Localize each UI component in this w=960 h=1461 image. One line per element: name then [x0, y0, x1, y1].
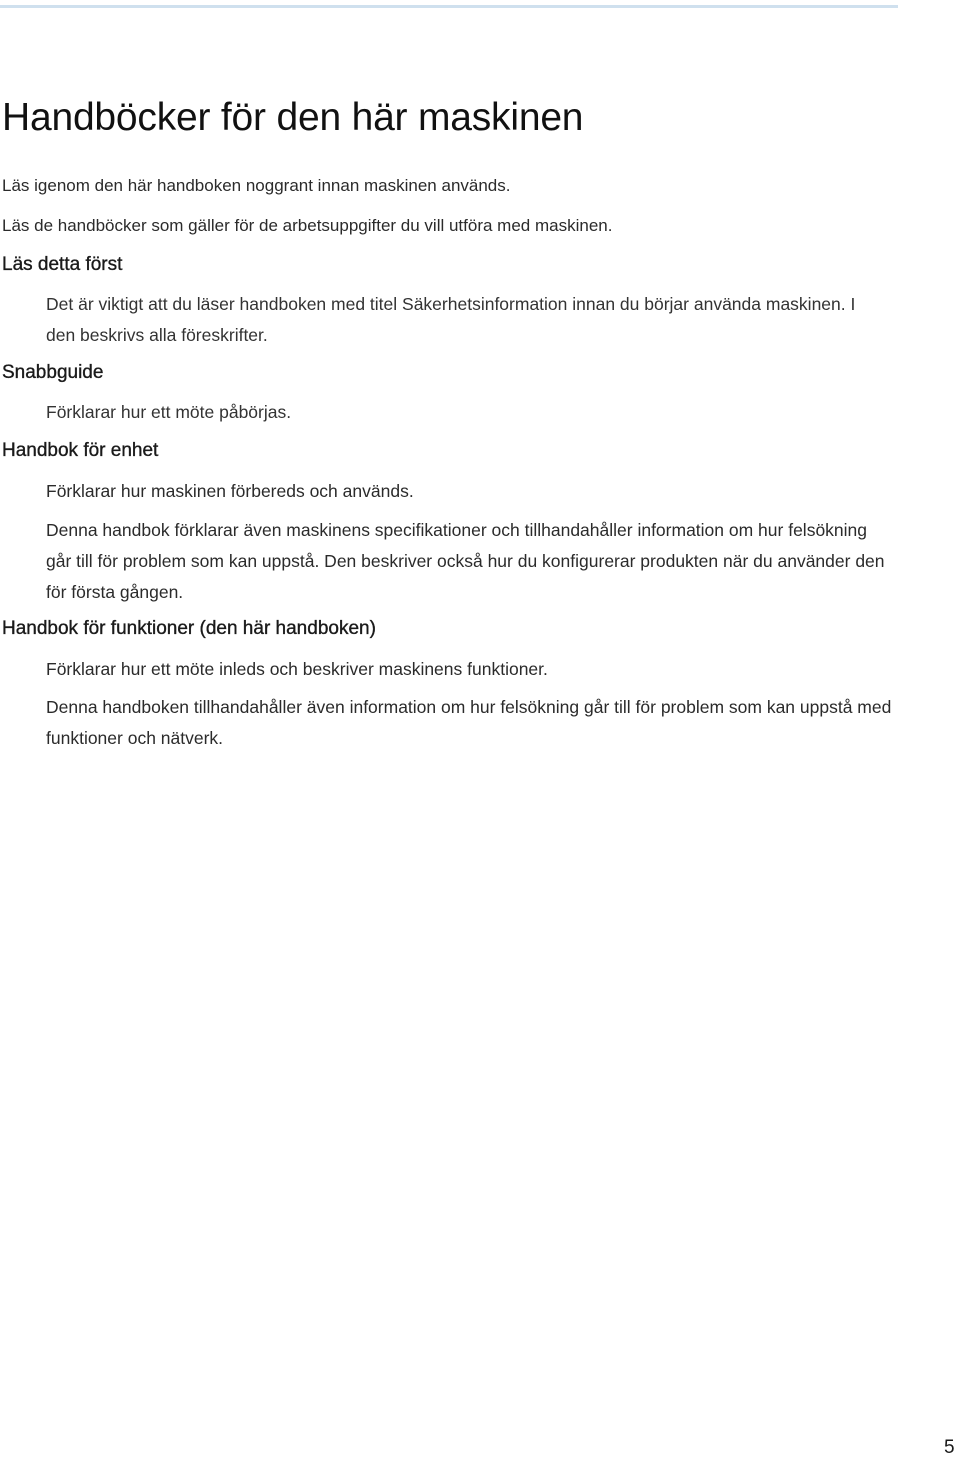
intro-line-1: Läs igenom den här handboken noggrant innan maskinen används.	[2, 176, 511, 195]
section-heading-las-detta-forst: Läs detta först	[2, 254, 123, 275]
section-paragraph: Det är viktigt att du läser handboken med titel Säkerhetsinformation innan du börjar använda maskinen. I den beskrivs alla föreskrifter.	[46, 294, 856, 345]
page-number: 5	[944, 1437, 955, 1458]
section-paragraph: Förklarar hur ett möte inleds och beskriver maskinens funktioner.	[46, 659, 548, 679]
section-heading-handbok-for-enhet: Handbok för enhet	[2, 440, 159, 461]
section-paragraph: Denna handbok förklarar även maskinens specifikationer och tillhandahåller information om hur felsökning går till för problem som kan uppstå. Den beskriver också hur du konfigurerar produkten när du använder den för första gången.	[46, 520, 885, 602]
page-title: Handböcker för den här maskinen	[2, 96, 584, 139]
section-heading-handbok-for-funktioner: Handbok för funktioner (den här handboken)	[2, 618, 376, 639]
header-rule	[0, 5, 898, 8]
intro-line-2: Läs de handböcker som gäller för de arbetsuppgifter du vill utföra med maskinen.	[2, 216, 613, 235]
section-paragraph: Denna handboken tillhandahåller även information om hur felsökning går till för problem som kan uppstå med funktioner och nätverk.	[46, 697, 892, 748]
section-paragraph: Förklarar hur maskinen förbereds och används.	[46, 481, 414, 501]
section-paragraph: Förklarar hur ett möte påbörjas.	[46, 402, 292, 422]
section-heading-snabbguide: Snabbguide	[2, 362, 104, 383]
